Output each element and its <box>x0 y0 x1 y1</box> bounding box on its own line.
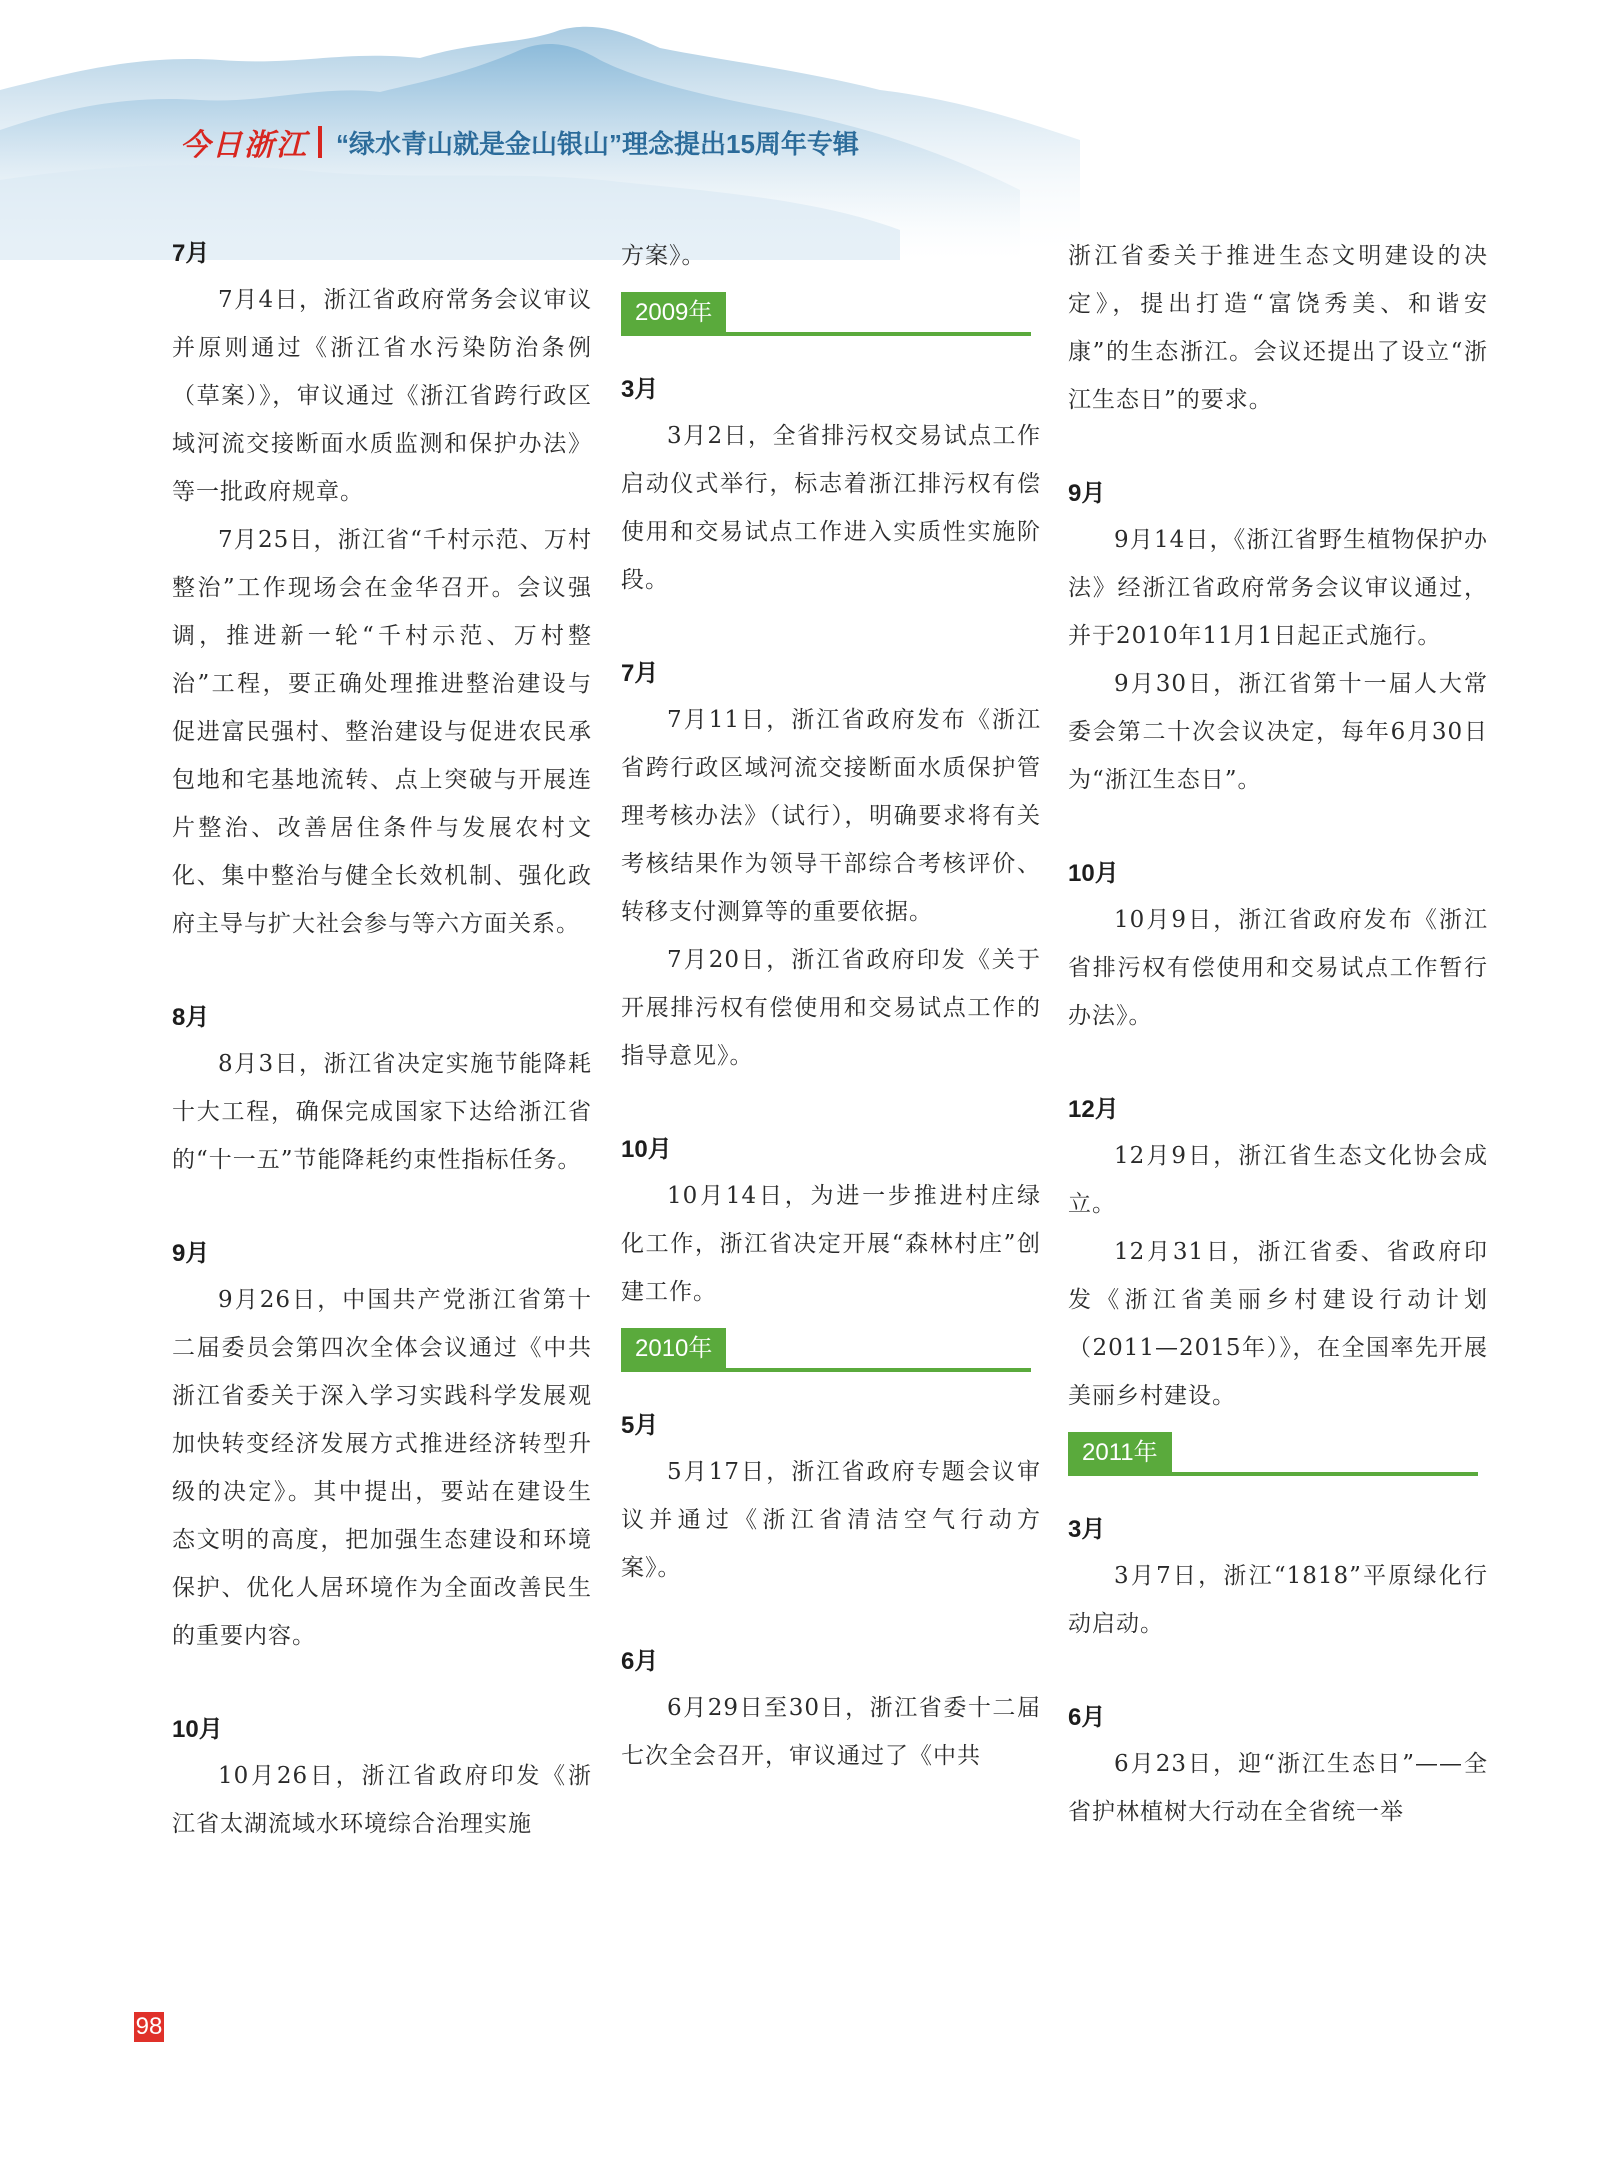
column-3 <box>1068 232 1488 1836</box>
section-title: “绿水青山就是金山银山”理念提出15周年专辑 <box>336 128 859 159</box>
month-heading: 9月 <box>1068 480 1106 507</box>
month-heading: 12月 <box>1068 1096 1119 1123</box>
month-heading: 10月 <box>621 1136 672 1163</box>
year-heading <box>621 1328 1041 1374</box>
paragraph: 12月9日，浙江省生态文化协会成立。 <box>1068 1143 1488 1217</box>
month-heading: 7月 <box>621 660 659 687</box>
month-heading: 6月 <box>1068 1704 1106 1731</box>
paragraph: 7月25日，浙江省“千村示范、万村整治”工作现场会在金华召开。会议强调，推进新一轮“千村示范、万村整治”工程，要正确处理推进整治建设与促进富民强村、整治建设与促进农民承包地和宅基地流转、点上突破与开展连片整治、改善居住条件与发展农村文化、集中整治与健全长效机制、强化政府主导与扩大社会参与等六方面关系。 <box>172 527 592 937</box>
month-heading: 3月 <box>1068 1516 1106 1543</box>
paragraph: 3月7日，浙江“1818”平原绿化行动启动。 <box>1068 1563 1488 1637</box>
year-tag: 2009年 <box>621 292 726 334</box>
paragraph: 3月2日，全省排污权交易试点工作启动仪式举行，标志着浙江排污权有偿使用和交易试点工作进入实质性实施阶段。 <box>621 423 1041 593</box>
paragraph: 12月31日，浙江省委、省政府印发《浙江省美丽乡村建设行动计划（2011—2015年）》，在全国率先开展美丽乡村建设。 <box>1068 1239 1488 1409</box>
column-1 <box>172 232 592 1848</box>
month-heading: 10月 <box>172 1716 223 1743</box>
year-heading <box>621 292 1041 338</box>
month-heading: 10月 <box>1068 860 1119 887</box>
month-heading: 5月 <box>621 1412 659 1439</box>
year-tag: 2010年 <box>621 1328 726 1370</box>
paragraph: 7月11日，浙江省政府发布《浙江省跨行政区域河流交接断面水质保护管理考核办法》（试行），明确要求将有关考核结果作为领导干部综合考核评价、转移支付测算等的重要依据。 <box>621 707 1041 925</box>
month-heading: 3月 <box>621 376 659 403</box>
paragraph: 6月23日，迎“浙江生态日”——全省护林植树大行动在全省统一举 <box>1068 1751 1488 1825</box>
paragraph: 10月14日，为进一步推进村庄绿化工作，浙江省决定开展“森林村庄”创建工作。 <box>621 1183 1041 1305</box>
header-brand <box>180 122 859 162</box>
paragraph: 10月9日，浙江省政府发布《浙江省排污权有偿使用和交易试点工作暂行办法》。 <box>1068 907 1488 1029</box>
paragraph: 6月29日至30日，浙江省委十二届七次全会召开，审议通过了《中共 <box>621 1695 1041 1769</box>
year-heading <box>1068 1432 1488 1478</box>
month-heading: 7月 <box>172 240 210 267</box>
paragraph: 7月4日，浙江省政府常务会议审议并原则通过《浙江省水污染防治条例（草案）》，审议通过《浙江省跨行政区域河流交接断面水质监测和保护办法》等一批政府规章。 <box>172 287 592 505</box>
column-2 <box>621 232 1041 1780</box>
paragraph: 5月17日，浙江省政府专题会议审议并通过《浙江省清洁空气行动方案》。 <box>621 1459 1041 1581</box>
brand-logo: 今日浙江 <box>180 128 308 163</box>
paragraph-continued: 方案》。 <box>621 243 706 269</box>
paragraph: 9月26日，中国共产党浙江省第十二届委员会第四次全体会议通过《中共浙江省委关于深入学习实践科学发展观 加快转变经济发展方式推进经济转型升级的决定》。其中提出，要站在建设生态文明的高度，把加强生态建设和环境保护、优化人居环境作为全面改善民生的重要内容。 <box>172 1287 592 1649</box>
month-heading: 6月 <box>621 1648 659 1675</box>
paragraph: 8月3日，浙江省决定实施节能降耗十大工程，确保完成国家下达给浙江省的“十一五”节能降耗约束性指标任务。 <box>172 1051 592 1173</box>
page-number: 98 <box>135 2013 163 2040</box>
year-tag: 2011年 <box>1068 1432 1172 1474</box>
paragraph: 7月20日，浙江省政府印发《关于开展排污权有偿使用和交易试点工作的指导意见》。 <box>621 947 1041 1069</box>
paragraph-continued: 浙江省委关于推进生态文明建设的决定》，提出打造“富饶秀美、和谐安康”的生态浙江。会议还提出了设立“浙江生态日”的要求。 <box>1068 243 1488 413</box>
paragraph: 10月26日，浙江省政府印发《浙江省太湖流域水环境综合治理实施 <box>172 1763 592 1837</box>
masthead <box>0 0 1600 260</box>
paragraph: 9月14日，《浙江省野生植物保护办法》经浙江省政府常务会议审议通过，并于2010年11月1日起正式施行。 <box>1068 527 1488 649</box>
month-heading: 8月 <box>172 1004 210 1031</box>
brand-divider <box>318 126 322 158</box>
paragraph: 9月30日，浙江省第十一届人大常委会第二十次会议决定，每年6月30日为“浙江生态日”。 <box>1068 671 1488 793</box>
month-heading: 9月 <box>172 1240 210 1267</box>
